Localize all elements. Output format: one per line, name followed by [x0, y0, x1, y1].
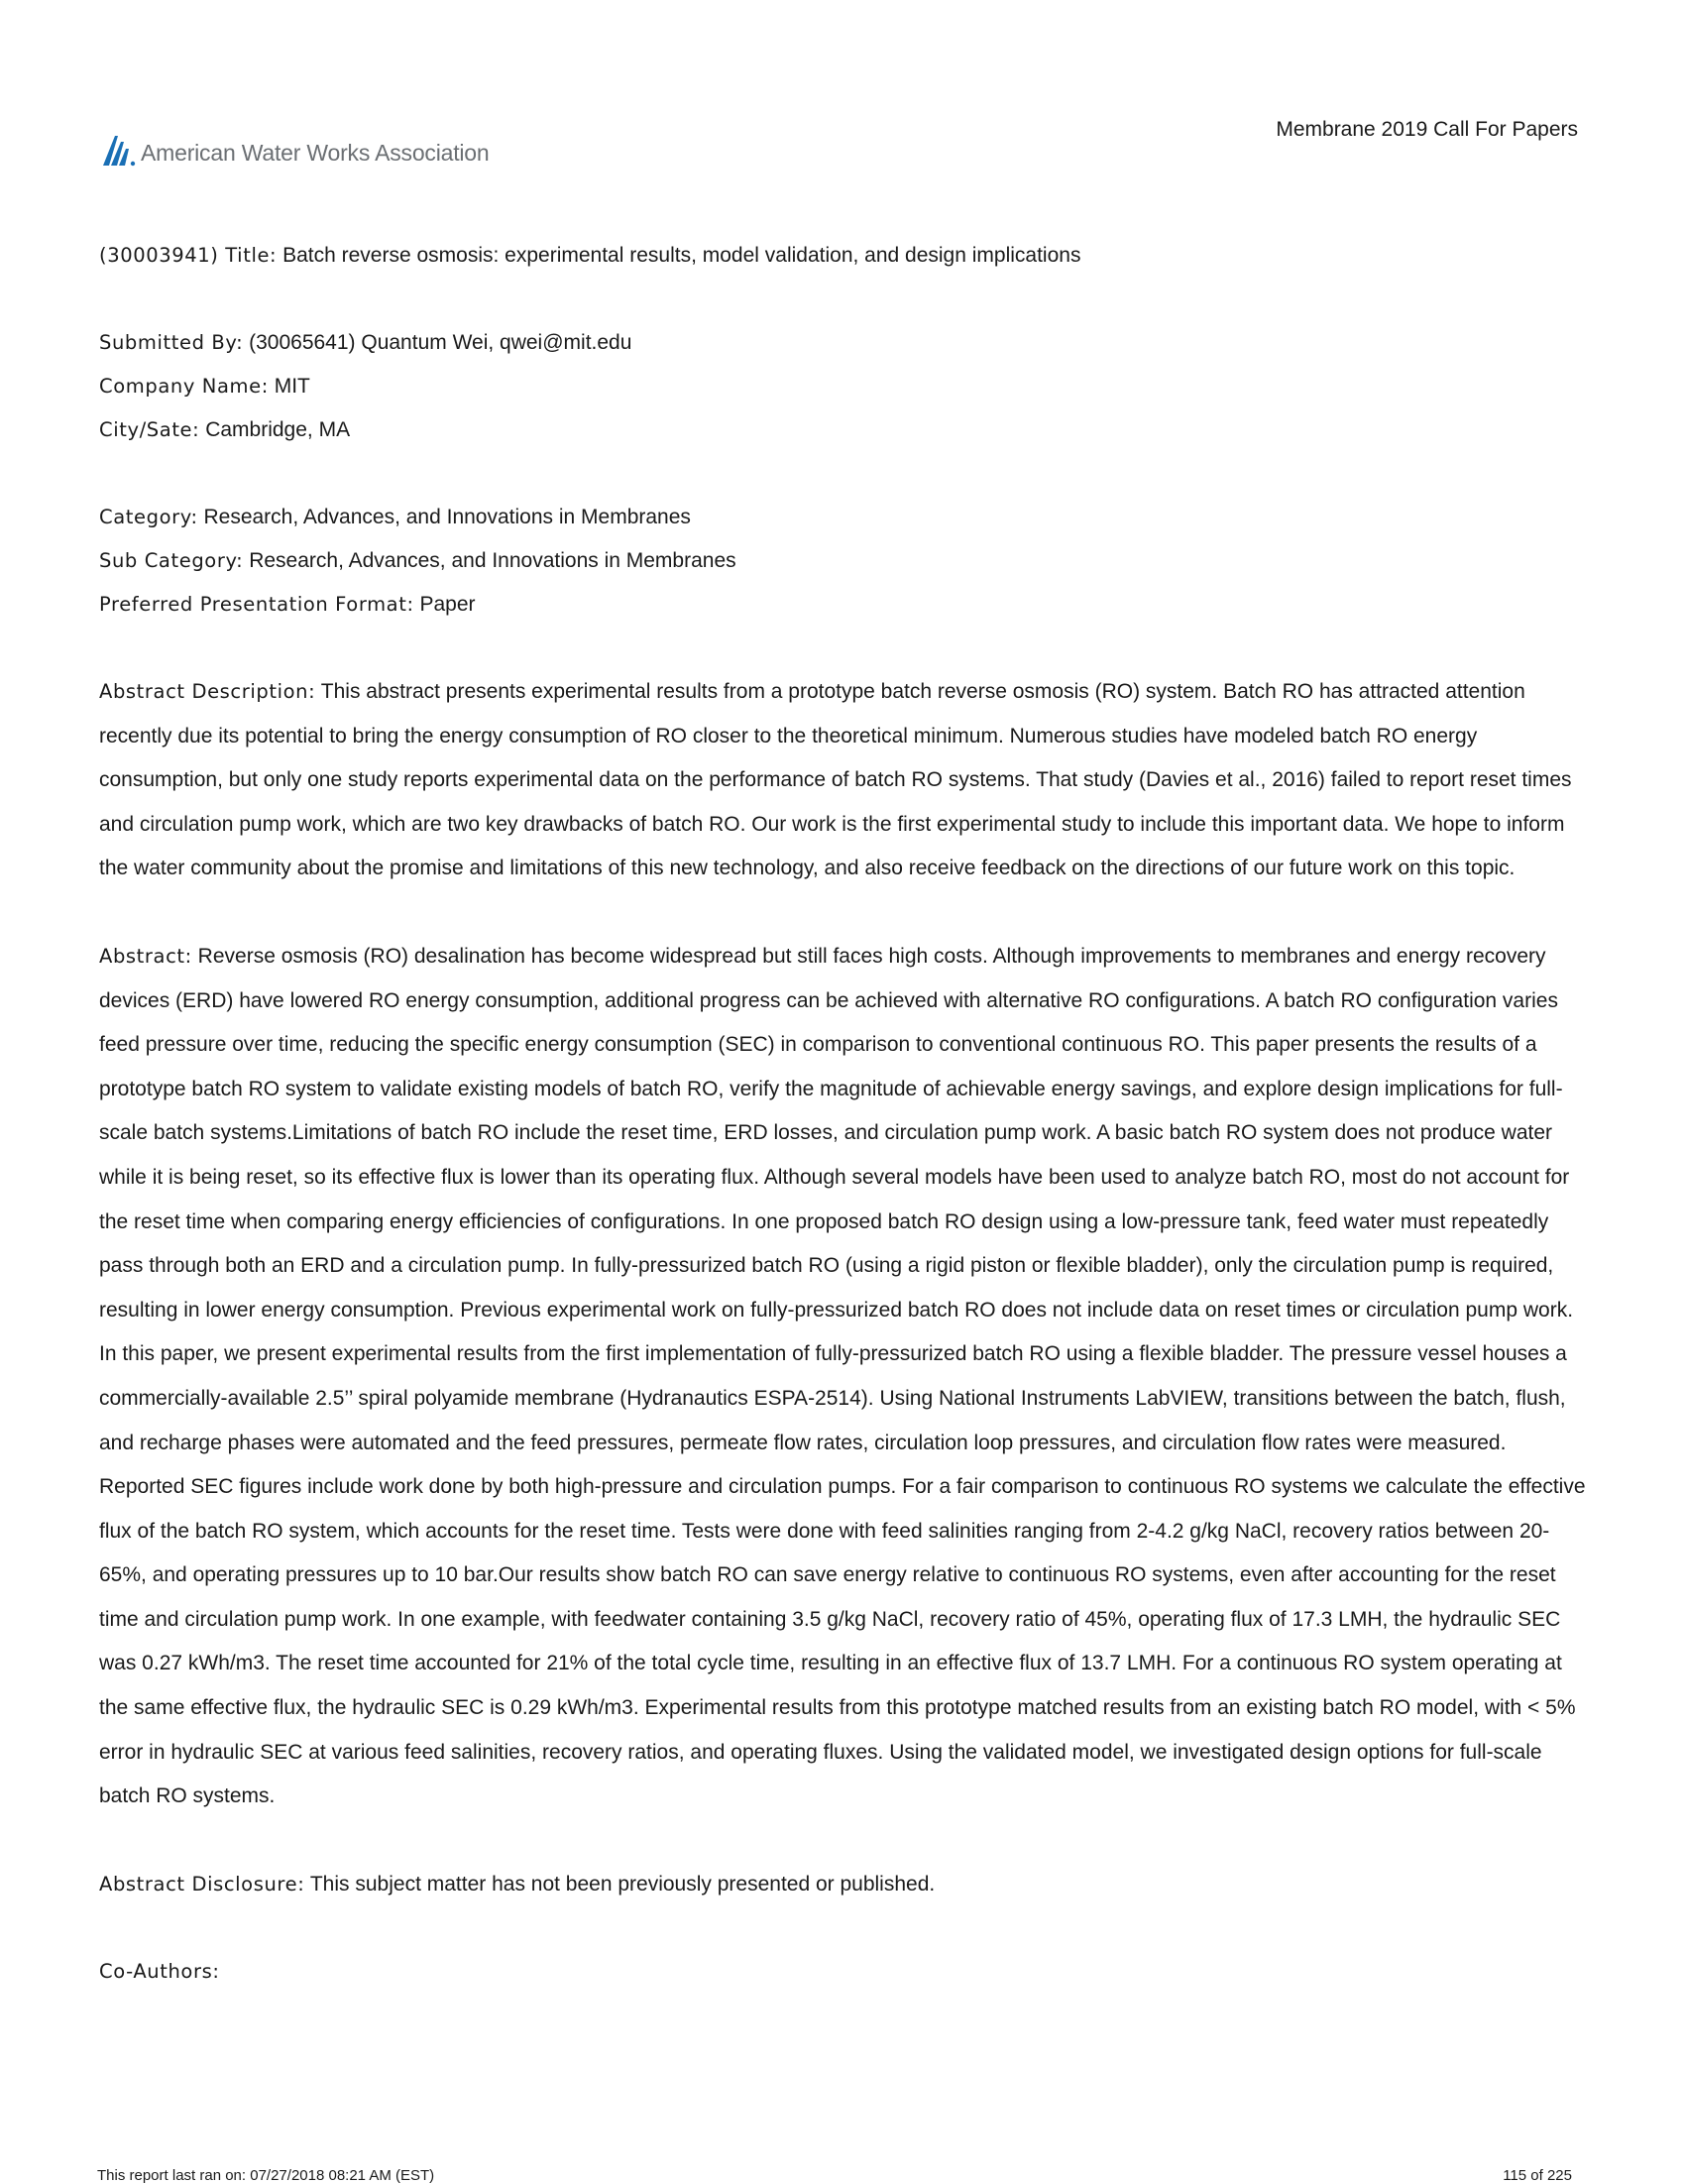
- title-label: (30003941) Title:: [99, 244, 278, 267]
- abstract-label: Abstract:: [99, 944, 192, 968]
- submitted-by-label: Submitted By:: [99, 331, 244, 354]
- category-line: [99, 496, 1588, 539]
- abstract-description: [99, 670, 1588, 891]
- subcategory-value: Research, Advances, and Innovations in Membranes: [249, 549, 736, 572]
- awwa-logo: [99, 133, 490, 167]
- title-line: [99, 234, 1588, 278]
- abstract-body: [99, 935, 1588, 1819]
- format-value: Paper: [419, 593, 476, 616]
- abstract-text: Reverse osmosis (RO) desalination has become widespread but still faces high costs. Although improvements to membranes and energy recovery devices (ERD) have lowered RO energy consumption, additional progress can be achieved with alternative RO configurations. A batch RO configuration varies feed pressure over time, reducing the specific energy consumption (SEC) in comparison to conventional continuous RO. This paper presents the results of a prototype batch RO system to validate existing models of batch RO, verify the magnitude of achievable energy savings, and explore design implications for full-scale batch systems.Limitations of batch RO include the reset time, ERD losses, and circulation pump work. A basic batch RO system does not produce water while it is being reset, so its effective flux is lower than its operating flux. Although several models have been used to analyze batch RO, most do not account for the reset time when comparing energy efficiencies of configurations. In one proposed batch RO design using a low-pressure tank, feed water must repeatedly pass through both an ERD and a circulation pump. In fully-pressurized batch RO (using a rigid piston or flexible bladder), only the circulation pump is required, resulting in lower energy consumption. Previous experimental work on fully-pressurized batch RO does not include data on reset times or circulation pump work. In this paper, we present experimental results from the first implementation of fully-pressurized batch RO using a flexible bladder. The pressure vessel houses a commercially-available 2.5’’ spiral polyamide membrane (Hydranautics ESPA-2514). Using National Instruments LabVIEW, transitions between the batch, flush, and recharge phases were automated and the feed pressures, permeate flow rates, circulation loop pressures, and circulation flow rates were measured. Reported SEC figures include work done by both high-pressure and circulation pumps. For a fair comparison to continuous RO systems we calculate the effective flux of the batch RO system, which accounts for the reset time. Tests were done with feed salinities ranging from 2-4.2 g/kg NaCl, recovery ratios between 20-65%, and operating pressures up to 10 bar.Our results show batch RO can save energy relative to continuous RO systems, even after accounting for the reset time and circulation pump work. In one example, with feedwater containing 3.5 g/kg NaCl, recovery ratio of 45%, operating flux of 17.3 LMH, the hydraulic SEC was 0.27 kWh/m3. The reset time accounted for 21% of the total cycle time, resulting in an effective flux of 13.7 LMH. For a continuous RO system operating at the same effective flux, the hydraulic SEC is 0.29 kWh/m3. Experimental results from this prototype matched results from an existing batch RO model, with < 5% error in hydraulic SEC at various feed salinities, recovery ratios, and operating fluxes. Using the validated model, we investigated design options for full-scale batch RO systems.: [99, 944, 1586, 1808]
- disclosure-label: Abstract Disclosure:: [99, 1872, 305, 1896]
- title-value: Batch reverse osmosis: experimental results, model validation, and design implications: [282, 244, 1081, 267]
- submitted-by-line: [99, 321, 1588, 365]
- page-number: 115 of 225: [1503, 2167, 1572, 2184]
- logo-text: American Water Works Association: [141, 140, 490, 166]
- format-line: [99, 583, 1588, 627]
- abstract-description-label: Abstract Description:: [99, 680, 316, 703]
- disclosure-value: This subject matter has not been previously presented or published.: [309, 1872, 936, 1896]
- submission-content: [99, 234, 1588, 1994]
- abstract-description-text: This abstract presents experimental results from a prototype batch reverse osmosis (RO) system. Batch RO has attracted attention recently due its potential to bring the energy consumption of RO closer to the theoretical minimum. Numerous studies have modeled batch RO energy consumption, but only one study reports experimental data on the performance of batch RO systems. That study (Davies et al., 2016) failed to report reset times and circulation pump work, which are two key drawbacks of batch RO. Our work is the first experimental study to include this important data. We hope to inform the water community about the promise and limitations of this new technology, and also receive feedback on the directions of our future work on this topic.: [99, 680, 1572, 880]
- format-label: Preferred Presentation Format:: [99, 593, 414, 616]
- city-value: Cambridge, MA: [205, 418, 351, 441]
- coauthors-line: [99, 1950, 1588, 1994]
- disclosure-line: [99, 1863, 1588, 1906]
- submitted-by-value: (30065641) Quantum Wei, qwei@mit.edu: [249, 331, 632, 354]
- report-timestamp: This report last ran on: 07/27/2018 08:21 AM (EST): [97, 2167, 435, 2184]
- category-value: Research, Advances, and Innovations in Membranes: [203, 506, 691, 528]
- subcategory-line: [99, 539, 1588, 583]
- call-for-papers-title: Membrane 2019 Call For Papers: [1276, 118, 1578, 141]
- category-label: Category:: [99, 506, 198, 528]
- coauthors-label: Co-Authors:: [99, 1959, 220, 1983]
- subcategory-label: Sub Category:: [99, 549, 244, 572]
- company-value: MIT: [274, 375, 310, 398]
- awwa-droplet-logo-icon: [99, 133, 139, 167]
- city-label: City/Sate:: [99, 418, 200, 441]
- city-line: [99, 408, 1588, 452]
- company-label: Company Name:: [99, 375, 269, 398]
- company-line: [99, 365, 1588, 408]
